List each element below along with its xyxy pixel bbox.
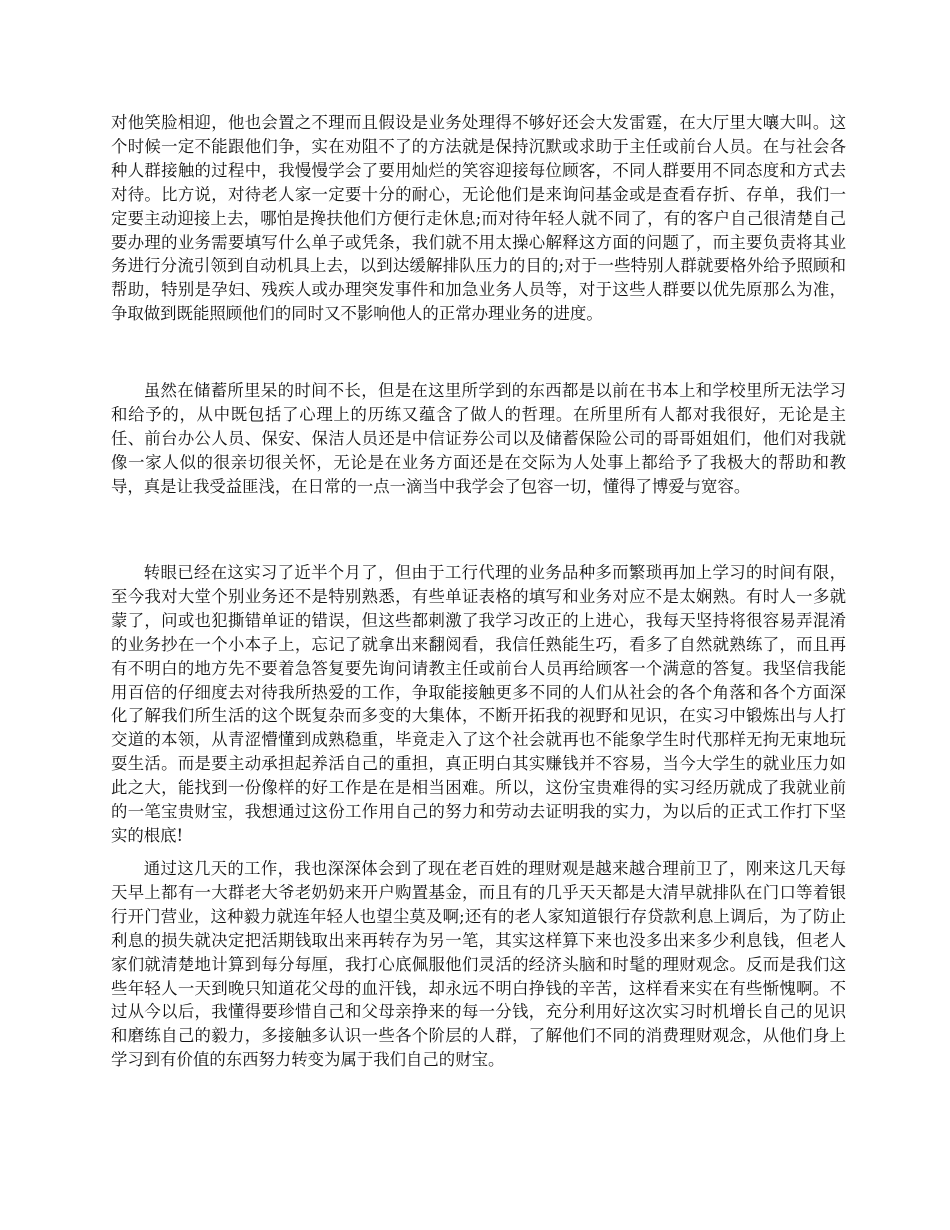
paragraph-1: 对他笑脸相迎，他也会置之不理而且假设是业务处理得不够好还会大发雷霆，在大厅里大嚷大叫。这个时候一定不能跟他们争，实在劝阻不了的方法就是保持沉默或求助于主任或前台人员。在与社会各种人群接触的过程中，我慢慢学会了要用灿烂的笑容迎接每位顾客，不同人群要用不同态度和方式去对待。比方说，对待老人家一定要十分的耐心，无论他们是来询问基金或是查看存折、存单，我们一定要主动迎接上去，哪怕是搀扶他们方便行走休息;而对待年轻人就不同了，有的客户自己很清楚自己要办理的业务需要填写什么单子或凭条，我们就不用太操心解释这方面的问题了，而主要负责将其业务进行分流引领到自动机具上去，以到达缓解排队压力的目的;对于一些特别人群就要格外给予照顾和帮助，特别是孕妇、残疾人或办理突发事件和加急业务人员等，对于这些人群要以优先原那么为准，争取做到既能照顾他们的同时又不影响他人的正常办理业务的进度。: [111, 113, 846, 324]
paragraph-3: 转眼已经在这实习了近半个月了，但由于工行代理的业务品种多而繁琐再加上学习的时间有限，至今我对大堂个别业务还不是特别熟悉，有些单证表格的填写和业务对应不是太娴熟。有时人一多就蒙了，问或也犯撕错单证的错误，但这些都刺激了我学习改正的上进心，我每天坚持将很容易弄混淆的业务抄在一个小本子上，忘记了就拿出来翻阅看，我信任熟能生巧，看多了自然就熟练了，而且再有不明白的地方先不要着急答复要先询问请教主任或前台人员再给顾客一个满意的答复。我坚信我能用百倍的仔细度去对待我所热爱的工作，争取能接触更多不同的人们从社会的各个角落和各个方面深化了解我们所生活的这个既复杂而多变的大集体，不断开拓我的视野和见识，在实习中锻炼出与人打交道的本领，从青涩懵懂到成熟稳重，毕竟走入了这个社会就再也不能象学生时代那样无拘无束地玩耍生活。而是要主动承担起养活自己的重担，真正明白其实赚钱并不容易，当今大学生的就业压力如此之大，能找到一份像样的好工作是在是相当困难。所以，这份宝贵难得的实习经历就成了我就业前的一笔宝贵财宝，我想通过这份工作用自己的努力和劳动去证明我的实力，为以后的正式工作打下坚实的根底!: [111, 563, 846, 845]
paragraph-4: 通过这几天的工作，我也深深体会到了现在老百姓的理财观是越来越合理前卫了，刚来这几天每天早上都有一大群老大爷老奶奶来开户购置基金，而且有的几乎天天都是大清早就排队在门口等着银行开门营业，这种毅力就连年轻人也望尘莫及啊;还有的老人家知道银行存贷款利息上调后，为了防止利息的损失就决定把活期钱取出来再转存为另一笔，其实这样算下来也没多出来多少利息钱，但老人家们就清楚地计算到每分每厘，我打心底佩服他们灵活的经济头脑和时髦的理财观念。反而是我们这些年轻人一天到晚只知道花父母的血汗钱，却永远不明白挣钱的辛苦，这样看来实在有些惭愧啊。不过从今以后，我懂得要珍惜自己和父母亲挣来的每一分钱，充分利用好这次实习时机增长自己的见识和磨练自己的毅力，多接触多认识一些各个阶层的人群，了解他们不同的消费理财观念，从他们身上学习到有价值的东西努力转变为属于我们自己的财宝。: [111, 859, 846, 1070]
paragraph-2: 虽然在储蓄所里呆的时间不长，但是在这里所学到的东西都是以前在书本上和学校里所无法学习和给予的，从中既包括了心理上的历练又蕴含了做人的哲理。在所里所有人都对我很好，无论是主任、前台办公人员、保安、保洁人员还是中信证券公司以及储蓄保险公司的哥哥姐姐们，他们对我就像一家人似的很亲切很关怀，无论是在业务方面还是在交际为人处事上都给予了我极大的帮助和教导，真是让我受益匪浅，在日常的一点一滴当中我学会了包容一切，懂得了博爱与宽容。: [111, 381, 846, 496]
